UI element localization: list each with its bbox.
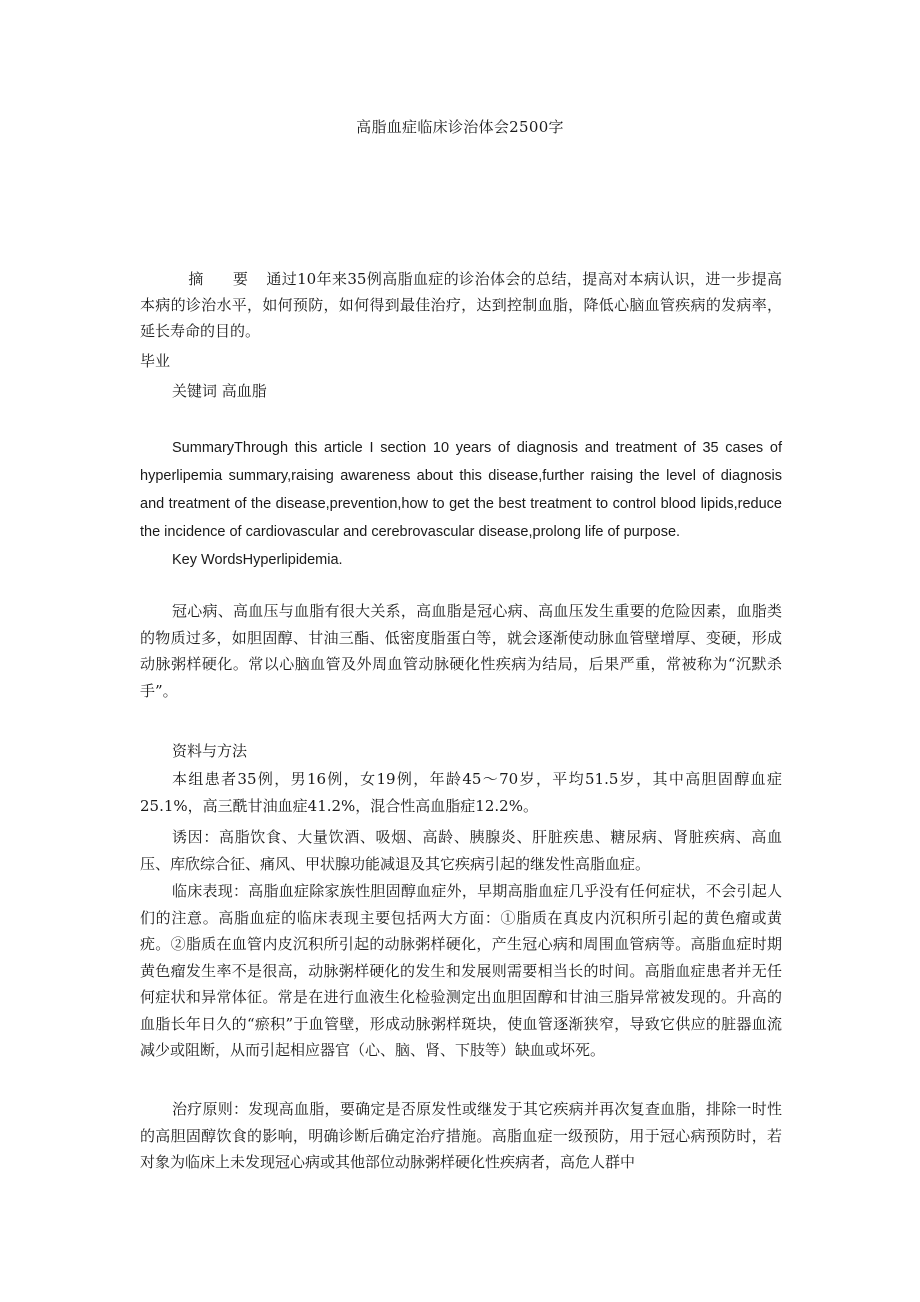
causes-paragraph: 诱因：高脂饮食、大量饮酒、吸烟、高龄、胰腺炎、肝脏疾患、糖尿病、肾脏疾病、高血压、库欣综合征、痛风、甲状腺功能减退及其它疾病引起的继发性高脂血症。 [140,828,782,873]
degree-note: 毕业 [140,352,171,370]
keywords-en: Key WordsHyperlipidemia. [172,552,343,568]
clinical-paragraph: 临床表现：高脂血症除家族性胆固醇血症外，早期高脂血症几乎没有任何症状，不会引起人们的注意。高脂血症的临床表现主要包括两大方面：①脂质在真皮内沉积所引起的黄色瘤或黄疣。②脂质在血管内皮沉积所引起的动脉粥样硬化，产生冠心病和周围血管病等。高脂血症时期黄色瘤发生率不是很高，动脉粥样硬化的发生和发展则需要相当长的时间。高脂血症患者并无任何症状和异常体征。常是在进行血液生化检验测定出血胆固醇和甘油三脂异常被发现的。升高的血脂长年日久的“瘀积”于血管壁，形成动脉粥样斑块，使血管逐渐狭窄，导致它供应的脏器血流减少或阻断，从而引起相应器官（心、脑、肾、下肢等）缺血或坏死。 [140,882,782,1059]
summary-en: SummaryThrough this article I section 10 years of diagnosis and treatment of 35 cases of hyperlipemia summary,raising awareness about this disease,further raising the level of diagnosis and treatment of the disease,prevention,how to get the best treatment to control blood lipids,reduce the incidence of cardiovascular and cerebrovascular disease,prolong life of purpose. [140,440,782,540]
document-title: 高脂血症临床诊治体会2500字 [356,118,564,136]
abstract-paragraph [140,266,782,344]
keywords-cn: 关键词 高血脂 [172,382,267,400]
patients-paragraph: 本组患者35例，男16例，女19例，年龄45～70岁，平均51.5岁，其中高胆固醇血症25.1%，高三酰甘油血症41.2%，混合性高血脂症12.2%。 [140,770,782,815]
abstract-text: 通过10年来35例高脂血症的诊治体会的总结，提高对本病认识，进一步提高本病的诊治水平，如何预防，如何得到最佳治疗，达到控制血脂，降低心脑血管疾病的发病率，延长寿命的目的。 [140,270,782,340]
methods-heading: 资料与方法 [172,742,248,760]
intro-paragraph: 冠心病、高血压与血脂有很大关系，高血脂是冠心病、高血压发生重要的危险因素，血脂类的物质过多，如胆固醇、甘油三酯、低密度脂蛋白等，就会逐渐使动脉血管壁增厚、变硬，形成动脉粥样硬化。常以心脑血管及外周血管动脉硬化性疾病为结局，后果严重，常被称为“沉默杀手”。 [140,602,782,700]
treatment-paragraph: 治疗原则：发现高血脂，要确定是否原发性或继发于其它疾病并再次复查血脂，排除一时性的高胆固醇饮食的影响，明确诊断后确定治疗措施。高脂血症一级预防，用于冠心病预防时，若对象为临床上未发现冠心病或其他部位动脉粥样硬化性疾病者，高危人群中 [140,1100,782,1171]
abstract-label: 摘 要 [188,270,261,288]
